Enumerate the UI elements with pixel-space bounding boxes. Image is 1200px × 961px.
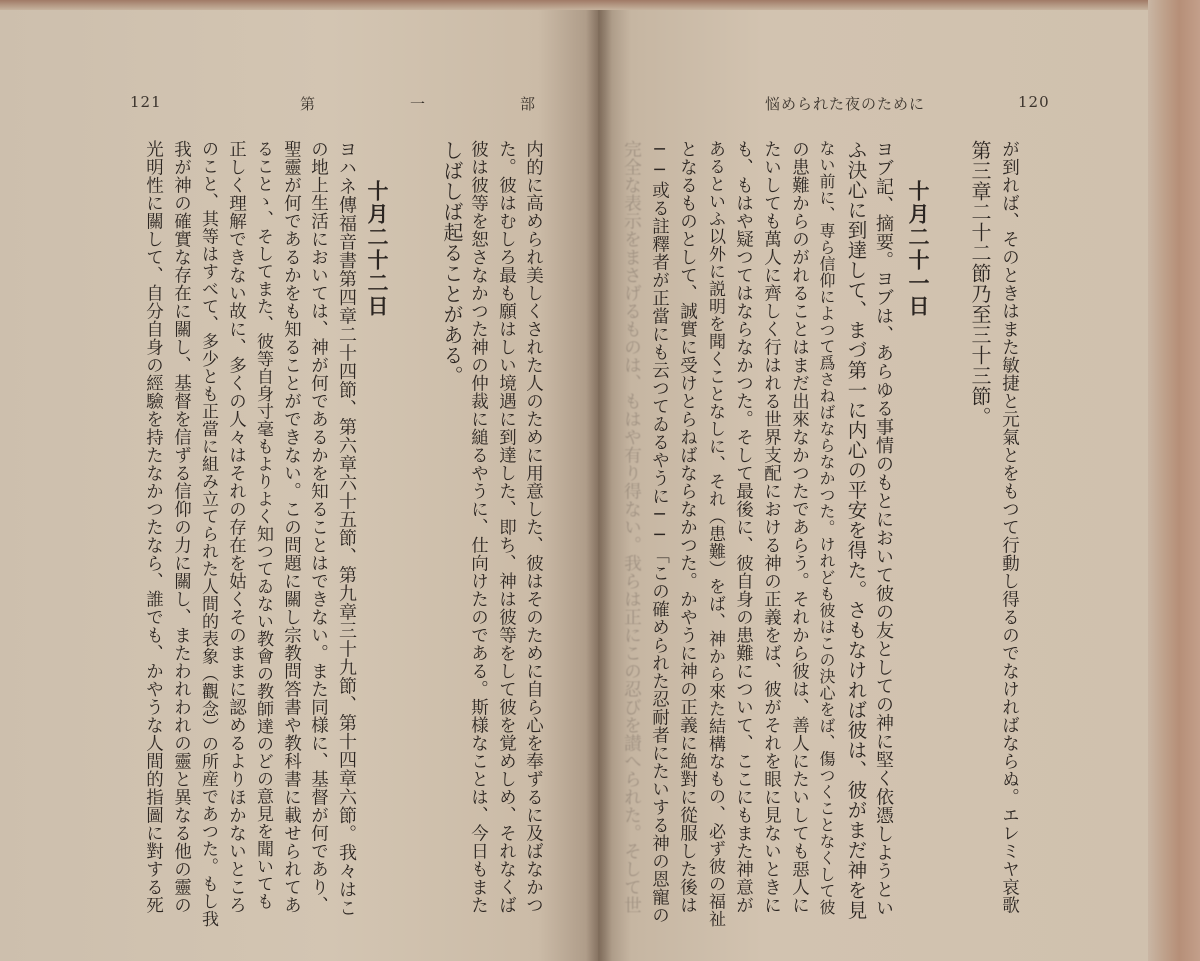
left-running-head: 第 一 部	[300, 95, 576, 113]
right-text-column: ふ決心に到達して、まづ第一に内心の平安を得た。さもなければ彼は、彼がまだ神を見	[844, 140, 868, 920]
right-text-column: も、もはや疑つてはならなかつた。そして最後に、彼自身の患難について、ここにもまた神意が	[733, 140, 754, 914]
right-running-head: 悩められた夜のために	[765, 95, 926, 113]
right-text-column: の患難からのがれることはまだ出來なかつたであらう。それから彼は、善人にたいしても惡人に	[789, 140, 810, 914]
right-text-column: ない前に、専ら信仰によつて爲さねばならなかつた。けれども彼はこの決心をば、傷つくことなくして彼	[817, 140, 836, 916]
right-text-column: となるものとして、誠實に受けとらねばならなかつた。かやうに神の正義に絶對に從服した後は	[677, 140, 698, 914]
right-text-column: ヨブ記、摘要。ヨブは、あらゆる事情のもとにおいて彼の友としての神に堅く依憑しようとい	[873, 140, 894, 917]
left-text-column: 光明性に關して、自分自身の經驗を持たなかつたなら、誰でも、かやうな人間的指圖に對する死	[143, 140, 164, 914]
left-text-column: 聖靈が何であるかをも知ることができない。この問題に關し宗教問答書や教科書に載せられてあ	[281, 140, 302, 914]
date-heading-oct-22: 十月二十二日	[365, 180, 390, 318]
left-text-column: 我が神の確實な存在に關し、基督を信ずる信仰の力に關し、またわれわれの靈と異なる他の靈の	[171, 140, 192, 914]
right-page-number: 120	[1018, 93, 1050, 111]
left-text-column: 正しく理解できない故に、多くの人々はそれの存在を姑くそのままに認めるよりほかないところ	[226, 140, 247, 914]
right-text-column: が到れば、そのときはまた敏捷と元氣とをもつて行動し得るのでなければならぬ。エレミヤ哀歌	[999, 140, 1020, 914]
left-text-column: しばしば起ることがある。	[440, 140, 464, 386]
left-text-column: のこと、其等はすべて、多少とも正當に組み立てられた人間的表象（觀念）の所産であつた。もし我	[198, 140, 218, 928]
left-text-column: ることゝ、そしてまた、彼等自身寸毫もよりよく知つてゐない教會の教師達のどの意見を聞いても	[253, 140, 273, 910]
left-page-number: 121	[130, 93, 162, 111]
right-text-column: 第三章二十二節乃至三十三節。	[968, 140, 992, 427]
top-edge	[0, 0, 1200, 10]
right-text-column: ──或る註釋者が正當にも云つてゐるやうに──「この確められた忍耐者にたいする神の恩寵の	[649, 140, 670, 924]
book-edge	[1148, 0, 1200, 961]
left-text-column: の地上生活においては、神が何であるかを知ることはできない。また同様に、基督が何であり、	[308, 140, 329, 914]
book-gutter	[586, 10, 612, 961]
left-text-column: た。彼はむしろ最も願はしい境遇に到達した、即ち、神は彼等をして彼を覚めしめ、それなくば	[496, 140, 517, 914]
left-text-column: 彼は彼等を恕さなかつた神の仲裁に縋るやうに、仕向けたのである。斯様なことは、今日もまた	[468, 140, 489, 914]
left-text-column: ヨハネ傳福音書第四章二十四節、第六章六十五節、第九章三十九節、第十四章六節。我々はこ	[336, 140, 357, 917]
right-text-column: たいしても萬人に齊しく行はれる世界支配における神の正義をば、彼がそれを眼に見ないときに	[761, 140, 782, 914]
right-text-column: あるといふ以外に説明を聞くことなしに、それ（患難）をば、神から來た結構なもの、必ず彼の福祉	[705, 140, 725, 928]
right-text-column-faded: 完全な表示をまさげるものは、もはや有り得ない。我らは正にこの忍びを讃へられた。そして世	[621, 140, 642, 914]
left-text-column: 内的に高められ美しくされた人のために用意した、彼はそのために自ら心を奉ずるに及ばなかつ	[523, 140, 544, 914]
date-heading-oct-21: 十月二十一日	[906, 180, 931, 318]
